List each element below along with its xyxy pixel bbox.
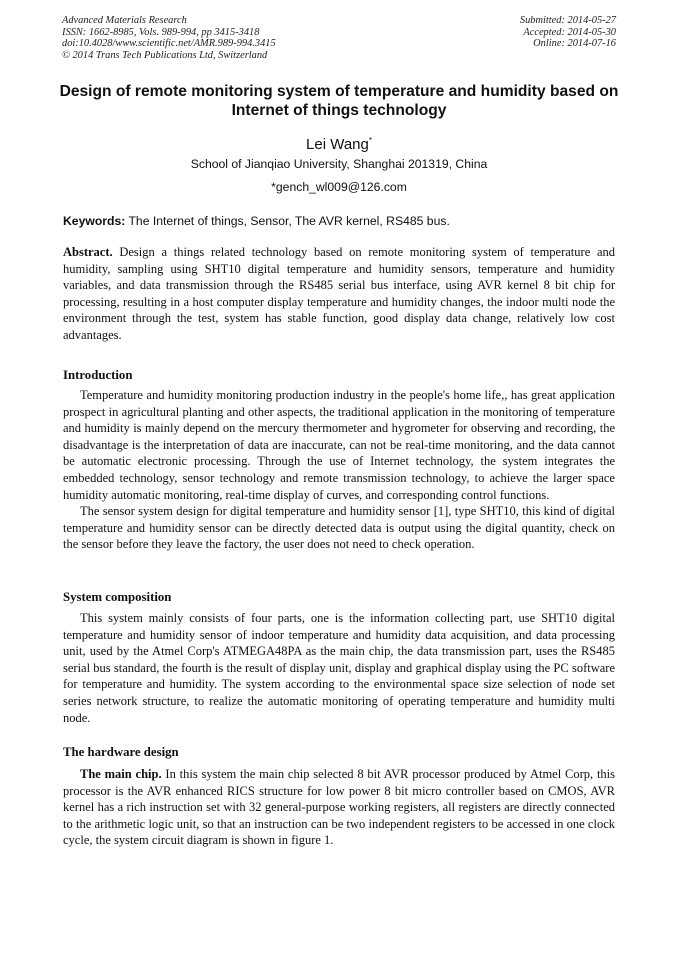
submission-dates (520, 15, 616, 50)
abstract-text: Design a things related technology based on remote monitoring system of temperature and humidity, sampling using SHT10 digital temperature and humidity sensors, temperature and humidity variables, and data transmission through the RS485 serial bus interface, using AVR kernel 8 bit chip for processing, resulting in a host computer display temperature and humidity changes, the indoor multi node the environment through the test, system has stable function, good display data change, relatively low cost advantages. (63, 245, 615, 342)
issn-line: ISSN: 1662-8985, Vols. 989-994, pp 3415-3418 (62, 26, 260, 38)
accepted-date: Accepted: 2014-05-30 (523, 26, 616, 38)
affiliation: School of Jianqiao University, Shanghai 201319, China (190, 157, 488, 171)
keywords-label: Keywords: (63, 214, 126, 228)
keywords (63, 214, 615, 228)
section-heading-system: System composition (63, 590, 172, 604)
online-date: Online: 2014-07-16 (533, 38, 616, 50)
hardware-paragraph-1 (63, 766, 615, 849)
submitted-date: Submitted: 2014-05-27 (519, 15, 616, 26)
abstract (63, 244, 615, 344)
keywords-text: The Internet of things, Sensor, The AVR kernel, RS485 bus. (125, 214, 450, 228)
copyright-line: © 2014 Trans Tech Publications Ltd, Switzerland (62, 49, 268, 61)
author-mark: * (368, 136, 372, 145)
main-chip-text: In this system the main chip selected 8 bit AVR processor produced by Atmel Corp, this processor is the AVR enhanced RICS structure for low power 8 bit micro controller based on CMOS, AVR kernel has a rich instruction set with 32 general-purpose working registers, all registers are directly connected to the arithmetic logic unit, so that an instruction can be two independent registers to be accessed in one clock cycle, the system circuit diagram is shown in figure 1. (63, 767, 616, 848)
author-line (0, 132, 678, 154)
journal-name: Advanced Materials Research (62, 15, 187, 26)
hardware-body (63, 766, 615, 849)
system-body (63, 610, 615, 726)
introduction-paragraph-1: Temperature and humidity monitoring production industry in the people's home life,, has great application prospect in agricultural planting and other aspects, the traditional application in the monitoring of temperature and humidity is mainly depend on the mercury thermometer and hygrometer for observing and recording, the disadvantage is the interpretation of data are inaccurate, can not be real-time monitoring, and the data cannot be automatic electronic processing. Through the use of Internet technology, the system integrates the embedded technology, sensor technology and remote transmission technology, to achieve the larger space humidity automatic monitoring, real-time display of curves, and corresponding control functions. (63, 388, 615, 502)
introduction-body (63, 387, 615, 553)
author-email[interactable]: *gench_wl009@126.com (271, 180, 407, 194)
system-paragraph-1: This system mainly consists of four parts, one is the information collecting part, use SHT10 digital temperature and humidity sensor of indoor temperature and humidity data acquisition, and data processing unit, used by the Atmel Corp's ATMEGA48PA as the main chip, the data transmission part, uses the RS485 serial bus standard, the fourth is the result of display unit, display and graphical display using the PC software for temperature and humidity. The system according to the environmental space size selection of node set series network structure, to realize the automatic monitoring of operating temperature and humidity multi node. (63, 611, 615, 725)
journal-info (62, 15, 276, 61)
section-heading-hardware: The hardware design (63, 745, 179, 759)
main-chip-label: The main chip. (80, 767, 162, 781)
doi-line[interactable]: doi:10.4028/www.scientific.net/AMR.989-994.3415 (62, 38, 276, 50)
abstract-label: Abstract. (63, 245, 113, 259)
paper-title: Design of remote monitoring system of temperature and humidity based on Internet of things technology (59, 83, 619, 119)
author-name: Lei Wang (306, 136, 369, 153)
introduction-paragraph-2: The sensor system design for digital temperature and humidity sensor [1], type SHT10, this kind of digital temperature and humidity sensor can be directly detected data is output using the digital quantity, check on the sensor before they leave the factory, the user does not need to check operation. (63, 504, 615, 552)
section-heading-introduction: Introduction (63, 368, 133, 382)
